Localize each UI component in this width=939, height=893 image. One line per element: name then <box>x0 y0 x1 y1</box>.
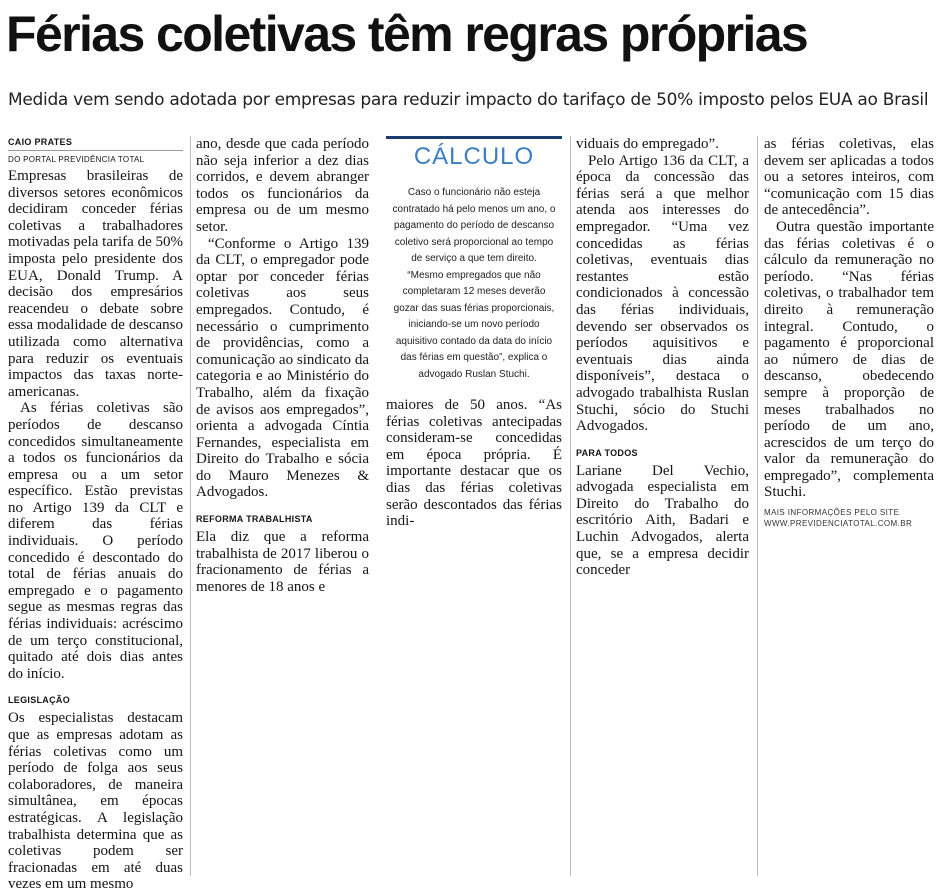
paragraph: ano, desde que cada período não seja inferior a dez dias corridos, e devem abranger todos os funcionários da empresa ou de um mesmo setor. <box>196 136 369 235</box>
more-info <box>764 507 934 529</box>
paragraph: as férias coletivas, elas devem ser aplicadas a todos ou a setores inteiros, com “comunicação com 15 dias de antecedência”. <box>764 136 934 219</box>
box-paragraph: “Mesmo empregados que não completaram 12 meses deverão gozar das suas férias proporcionais, iniciando-se um novo período aquisitivo contado da data do início das férias em questão”, explica o advogado Ruslan Stuchi. <box>393 269 555 380</box>
paragraph: maiores de 50 anos. “As férias coletivas antecipadas consideram-se concedidas em época própria. É importante destacar que os dias das férias coletivas serão descontados das férias indi- <box>386 397 562 530</box>
paragraph: Lariane Del Vechio, advogada especialista em Direito do Trabalho do escritório Aith, Badari e Luchin Advogados, alerta que, se a empresa decidir conceder <box>576 462 749 579</box>
column-rule <box>757 136 758 876</box>
column-3 <box>386 136 562 530</box>
section-heading-reforma: REFORMA TRABALHISTA <box>196 514 313 525</box>
calculo-box <box>386 136 562 383</box>
column-1 <box>8 136 183 893</box>
paragraph: Empresas brasileiras de diversos setores econômicos decidiram conceder férias coletivas a trabalhadores motivadas pela tarifa de 50% imposta pelo presidente dos EUA, Donald Trump. A decisão dos empresários reacendeu o debate sobre essa modalidade de descanso utilizada como alternativa para reduzir os eventuais impactos das taxas norte-americanas. <box>8 168 183 400</box>
paragraph: Os especialistas destacam que as empresas adotam as férias coletivas como um período de folga aos seus colaboradores, de maneira simultânea, em épocas estratégicas. A legislação trabalhista determina que as coletivas podem ser fracionadas em até duas vezes em um mesmo <box>8 710 183 893</box>
paragraph: viduais do empregado”. <box>576 136 719 152</box>
section-heading-legislacao: LEGISLAÇÃO <box>8 695 71 706</box>
author-source: DO PORTAL PREVIDÊNCIA TOTAL <box>8 150 183 166</box>
author-name: CAIO PRATES <box>8 137 73 147</box>
column-2 <box>196 136 369 595</box>
headline: Férias coletivas têm regras próprias <box>6 6 808 62</box>
column-4 <box>576 136 749 579</box>
paragraph: Pelo Artigo 136 da CLT, a época da concessão das férias será a que melhor atenda aos interesses do empregador. “Uma vez concedidas as férias coletivas, eventuais dias restantes estão condicionados à concessão das férias individuais, devendo ser observados os períodos aquisitivos e eventuais dias ainda disponíveis”, destaca o advogado trabalhista Ruslan Stuchi, sócio do Stuchi Advogados. <box>576 152 749 435</box>
box-paragraph: Caso o funcionário não esteja contratado há pelo menos um ano, o pagamento do período de descanso coletivo será proporcional ao tempo de serviço a que tem direito. <box>392 187 556 264</box>
column-rule <box>190 136 191 876</box>
paragraph: Outra questão importante das férias coletivas é o cálculo da remuneração no período. “Nas férias coletivas, o trabalhador tem direito à remuneração integral. Contudo, o pagamento é proporcional ao número de dias de descanso, obedecendo sempre à proporção de meses trabalhados no período de um ano, acrescidos de um terço do valor da remuneração do empregado”, complementa Stuchi. <box>764 218 934 501</box>
box-title: CÁLCULO <box>413 143 535 170</box>
section-heading-para-todos: PARA TODOS <box>576 447 638 458</box>
paragraph: As férias coletivas são períodos de descanso concedidos simultaneamente a todos os funcionários da empresa ou a um setor específico. Estão previstas no Artigo 139 da CLT e diferem das férias individuais. O período concedido é descontado do total de férias anuais do empregado e o pagamento segue as mesmas regras das férias individuais: acréscimo de um terço constitucional, quitado até dois dias antes do início. <box>8 400 183 682</box>
subheadline: Medida vem sendo adotada por empresas para reduzir impacto do tarifaço de 50% imposto pelos EUA ao Brasil <box>8 90 929 110</box>
column-5 <box>764 136 934 529</box>
more-info-url: WWW.PREVIDENCIATOTAL.COM.BR <box>764 519 913 529</box>
paragraph: “Conforme o Artigo 139 da CLT, o empregador pode optar por conceder férias coletivas aos seus empregados. Contudo, é necessário o cumprimento de providências, como a comunicação ao sindicato da categoria e ao Ministério do Trabalho, além da fixação de avisos aos empregados”, orienta a advogada Cíntia Fernandes, especialista em Direito do Trabalho e sócia do Mauro Menezes & Advogados. <box>196 235 369 501</box>
paragraph: Ela diz que a reforma trabalhista de 2017 liberou o fracionamento de férias a menores de 18 anos e <box>196 529 369 595</box>
more-info-label: MAIS INFORMAÇÕES PELO SITE <box>764 508 900 518</box>
box-body <box>386 185 562 383</box>
column-rule <box>570 136 571 876</box>
